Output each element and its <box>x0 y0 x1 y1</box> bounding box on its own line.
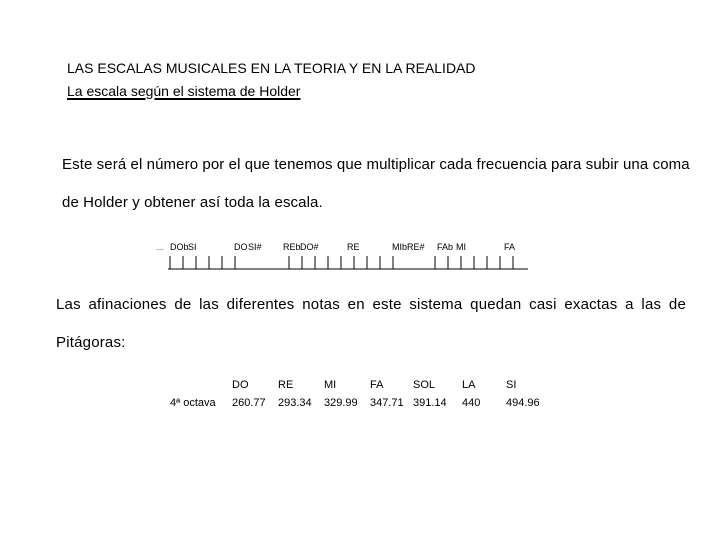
holder-scale-figure <box>150 236 530 276</box>
scale-label-mib: MIb <box>392 242 408 252</box>
table-freq-la: 440 <box>462 397 481 409</box>
table-header-si: SI <box>506 379 517 391</box>
table-freq-re: 293.34 <box>278 397 312 409</box>
scale-label-do-sharp: DO# <box>300 242 319 252</box>
frequency-table <box>160 372 550 416</box>
table-header-fa: FA <box>370 379 384 391</box>
table-header-la: LA <box>462 379 476 391</box>
table-header-do: DO <box>232 379 249 391</box>
scale-label-re: RE <box>347 242 360 252</box>
document-subtitle: La escala según el sistema de Holder <box>67 83 301 99</box>
table-freq-fa: 347.71 <box>370 397 404 409</box>
scale-label-si-sharp: SI# <box>248 242 262 252</box>
scale-label-ellipsis: .... <box>156 245 164 252</box>
paragraph-pythagorean: Las afinaciones de las diferentes notas en este sistema quedan casi exactas a las de Pitágoras: <box>56 296 686 351</box>
scale-label-fab: FAb <box>437 242 454 252</box>
scale-label-fa: FA <box>504 242 516 252</box>
scale-label-re-sharp: RE# <box>407 242 425 252</box>
scale-ticks <box>170 256 513 269</box>
scale-label-mi: MI <box>456 242 466 252</box>
scale-label-do: DO <box>234 242 248 252</box>
paragraph-holder-comma: Este será el número por el que tenemos que multiplicar cada frecuencia para subir una coma de Holder y obtener así toda la escala. <box>62 156 690 211</box>
scale-label-dob: DOb <box>170 242 189 252</box>
table-freq-sol: 391.14 <box>413 397 447 409</box>
table-row-label: 4ª octava <box>170 397 216 409</box>
table-header-mi: MI <box>324 379 337 391</box>
table-header-re: RE <box>278 379 294 391</box>
scale-label-reb: REb <box>283 242 301 252</box>
table-freq-si: 494.96 <box>506 397 540 409</box>
table-freq-do: 260.77 <box>232 397 266 409</box>
table-freq-mi: 329.99 <box>324 397 358 409</box>
document-title: LAS ESCALAS MUSICALES EN LA TEORIA Y EN LA REALIDAD <box>67 60 476 76</box>
scale-label-si: SI <box>188 242 197 252</box>
table-header-sol: SOL <box>413 379 436 391</box>
